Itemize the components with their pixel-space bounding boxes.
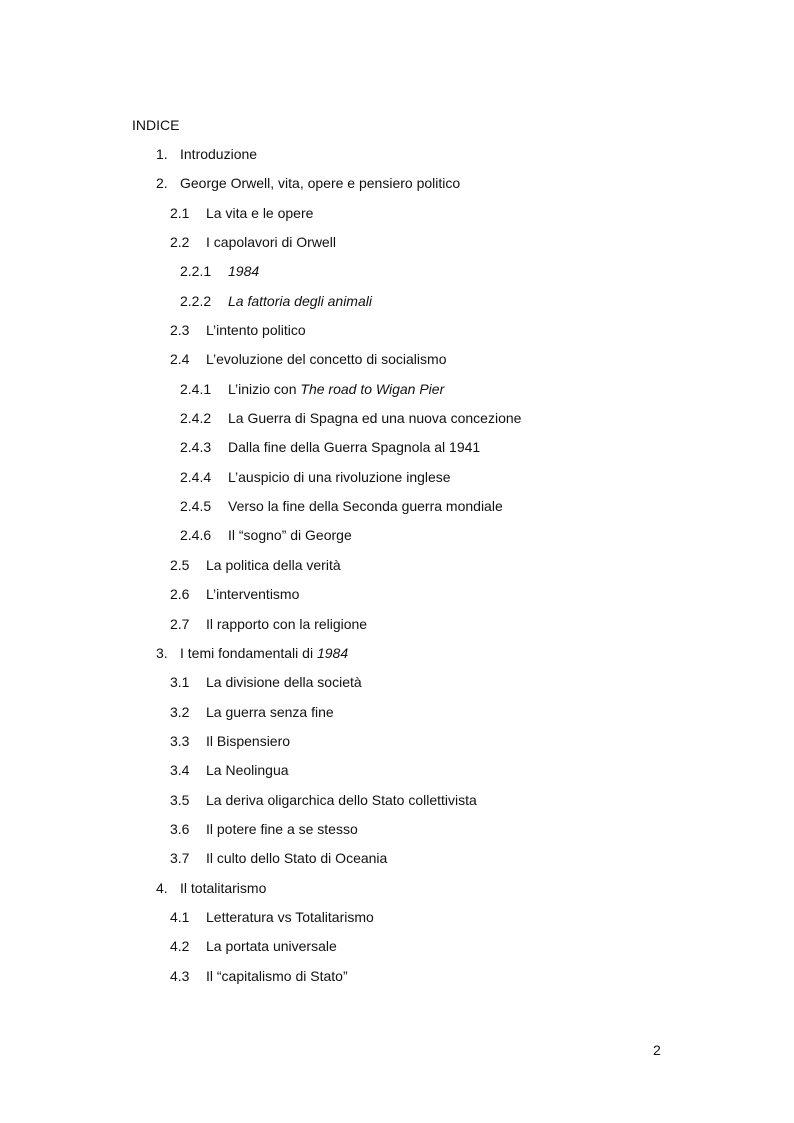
toc-entry: [0, 732, 794, 761]
toc-entry-number: 2.: [156, 175, 168, 192]
toc-entry: [0, 644, 794, 673]
toc-entry: [0, 468, 794, 497]
toc-entry-label: L’intento politico: [206, 322, 306, 339]
toc-entry-label: L’evoluzione del concetto di socialismo: [206, 351, 447, 368]
toc-entry-label: Il Bispensiero: [206, 732, 291, 749]
toc-entry-label: Letteratura vs Totalitarismo: [206, 908, 374, 925]
toc-entry-number: 4.2: [170, 938, 190, 955]
toc-entry: [0, 233, 794, 262]
toc-entry-label: Il potere fine a se stesso: [206, 820, 358, 837]
toc-entry-label: La politica della verità: [206, 556, 341, 573]
toc-entry-label: La Guerra di Spagna ed una nuova concezione: [228, 410, 522, 427]
toc-entry-label: [228, 292, 372, 310]
toc-entry-number: 2.4.4: [180, 468, 212, 485]
toc-entry-label: I capolavori di Orwell: [206, 234, 336, 251]
toc-entry: [0, 409, 794, 438]
toc-entry-label: La divisione della società: [206, 674, 362, 691]
toc-entry: [0, 879, 794, 908]
toc-entry-number: 2.4.1: [180, 380, 212, 397]
toc-entry-label: George Orwell, vita, opere e pensiero politico: [180, 175, 461, 192]
toc-entry-label: L’auspicio di una rivoluzione inglese: [228, 468, 451, 485]
toc-entry-number: 2.4.5: [180, 498, 212, 515]
toc-entry: [0, 438, 794, 467]
toc-entry: [0, 820, 794, 849]
toc-entry-number: 2.1: [170, 204, 190, 221]
toc-entry-label: La guerra senza fine: [206, 703, 334, 720]
toc-entry-number: 2.4.3: [180, 439, 212, 456]
toc-entry-number: 2.2.1: [180, 263, 212, 280]
toc-entry-number: 2.7: [170, 615, 190, 632]
toc-entry-number: 3.7: [170, 850, 190, 867]
toc-entry-label: Introduzione: [180, 146, 258, 162]
toc-entry-label: La deriva oligarchica dello Stato collettivista: [206, 791, 477, 808]
italic-title: The road to Wigan Pier: [300, 380, 445, 397]
toc-entry-number: 2.3: [170, 322, 190, 339]
toc-entry: [0, 292, 794, 321]
page-number: 2: [653, 1042, 661, 1058]
toc-entry: [0, 556, 794, 585]
toc-entry: [0, 321, 794, 350]
toc-entry: [0, 673, 794, 702]
toc-entry-number: 3.3: [170, 732, 190, 749]
toc-entry-label: Il “sogno” di George: [228, 527, 352, 544]
toc-entry-label: [228, 262, 259, 280]
toc-entry-number: 2.4: [170, 351, 190, 368]
toc-entry: [0, 791, 794, 820]
toc-entry-number: 4.3: [170, 967, 190, 984]
toc-entry: [0, 849, 794, 878]
toc-entry: [0, 526, 794, 555]
toc-entry: [0, 380, 794, 409]
toc-entry-number: 3.1: [170, 674, 190, 691]
toc-entry-number: 4.1: [170, 908, 190, 925]
toc-entry-number: 3.6: [170, 820, 190, 837]
toc-entry-label: La vita e le opere: [206, 204, 314, 221]
toc-entry-label: La portata universale: [206, 938, 337, 955]
toc-entry-label: Il totalitarismo: [180, 879, 267, 896]
toc-entry-label: Il culto dello Stato di Oceania: [206, 850, 388, 867]
toc-entry-label: Dalla fine della Guerra Spagnola al 1941: [228, 439, 481, 456]
toc-entry-number: 2.4.6: [180, 527, 212, 544]
toc-entry-number: 2.2.2: [180, 292, 212, 309]
toc-entry: [0, 350, 794, 379]
toc-entry-number: 2.5: [170, 556, 190, 573]
toc-entry-number: 1.: [156, 146, 168, 162]
toc-entry-label: Verso la fine della Seconda guerra mondiale: [228, 498, 503, 515]
toc-entry-number: 3.: [156, 644, 168, 661]
toc-entry-label: L’inizio con The road to Wigan Pier: [228, 380, 445, 397]
toc-entry: [0, 761, 794, 790]
toc-entry: [0, 615, 794, 644]
italic-title: 1984: [316, 644, 349, 661]
toc-entry-number: 4.: [156, 879, 168, 896]
toc-entry: [0, 703, 794, 732]
toc-entry: [0, 174, 794, 203]
toc-entry: [0, 967, 794, 996]
italic-title: 1984: [228, 263, 260, 280]
toc-entry-number: 2.6: [170, 586, 190, 603]
toc-entry-label: L’interventismo: [206, 586, 300, 603]
toc-entry-label: La Neolingua: [206, 762, 289, 779]
toc-entry: [0, 497, 794, 526]
toc-entry: [0, 908, 794, 937]
table-of-contents: [0, 145, 794, 996]
toc-entry: [0, 585, 794, 614]
toc-entry: [0, 262, 794, 291]
toc-entry-label: Il rapporto con la religione: [206, 615, 368, 632]
toc-entry-number: 2.2: [170, 234, 190, 251]
toc-title: INDICE: [132, 117, 180, 133]
toc-entry: [0, 204, 794, 233]
toc-entry-label: I temi fondamentali di 1984: [180, 644, 349, 661]
toc-entry-number: 3.5: [170, 791, 190, 808]
italic-title: La fattoria degli animali: [228, 292, 372, 309]
toc-entry-label: Il “capitalismo di Stato”: [206, 967, 348, 984]
toc-entry-number: 3.4: [170, 762, 190, 779]
toc-entry-number: 3.2: [170, 703, 190, 720]
toc-entry: [0, 145, 794, 174]
toc-entry-number: 2.4.2: [180, 410, 212, 427]
toc-entry: [0, 937, 794, 966]
